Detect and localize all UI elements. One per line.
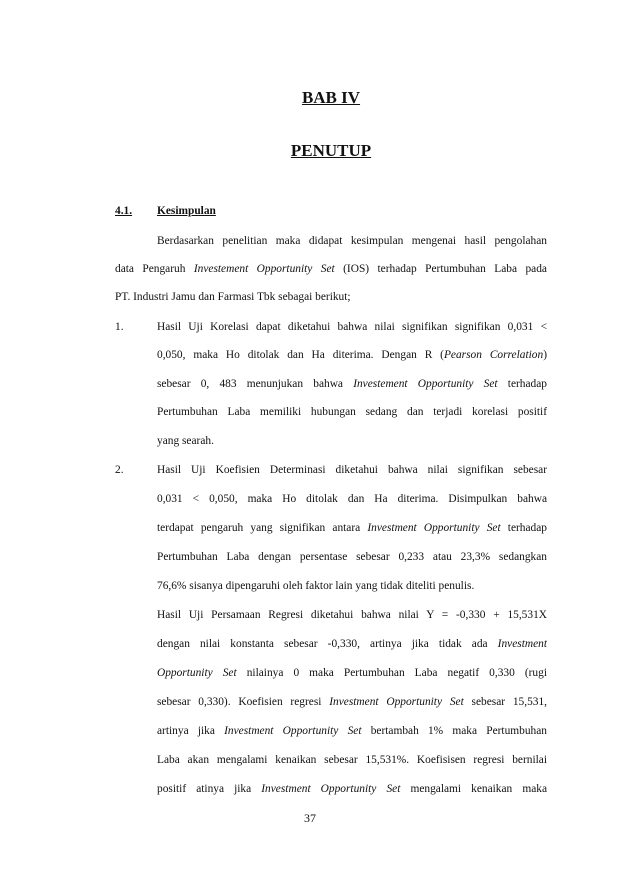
italic-term: Investment Opportunity Set bbox=[367, 522, 501, 534]
text-line bbox=[157, 520, 547, 536]
section-number: 4.1. bbox=[115, 205, 133, 217]
italic-term: Investment Opportunity Set bbox=[261, 783, 401, 795]
italic-term: Investment Opportunity Set bbox=[224, 725, 362, 737]
list-number: 1. bbox=[115, 321, 124, 333]
italic-term: Investement Opportunity Set bbox=[193, 263, 335, 275]
list-number: 2. bbox=[115, 464, 124, 476]
text-line: 0,031 < 0,050, maka Ho ditolak dan Ha diterima. Disimpulkan bahwa bbox=[157, 493, 547, 505]
italic-term: Investment bbox=[497, 638, 547, 650]
italic-term: Investment Opportunity Set bbox=[329, 696, 464, 708]
text-segment: (IOS) terhadap Pertumbuhan Laba pada bbox=[334, 263, 547, 275]
text-segment: 0,050, maka Ho ditolak dan Ha diterima. Dengan R ( bbox=[157, 349, 444, 361]
text-line bbox=[157, 694, 547, 710]
text-line: 76,6% sisanya dipengaruhi oleh faktor lain yang tidak diteliti penulis. bbox=[157, 580, 475, 592]
page-number: 37 bbox=[304, 811, 316, 825]
text-line: PT. Industri Jamu dan Farmasi Tbk sebagai berikut; bbox=[115, 291, 351, 303]
chapter-title: PENUTUP bbox=[290, 141, 372, 160]
text-line bbox=[157, 376, 547, 392]
text-segment: nilainya 0 maka Pertumbuhan Laba negatif 0,330 (rugi bbox=[236, 667, 547, 679]
text-line bbox=[115, 261, 547, 277]
text-segment: sebesar 15,531, bbox=[463, 696, 547, 708]
text-line: yang searah. bbox=[157, 435, 214, 447]
text-line bbox=[157, 781, 547, 797]
text-line bbox=[157, 636, 547, 652]
text-line: Pertumbuhan Laba memiliki hubungan sedang dan terjadi korelasi positif bbox=[157, 406, 547, 418]
text-segment: mengalami kenaikan maka bbox=[400, 783, 547, 795]
text-segment: terdapat pengaruh yang signifikan antara bbox=[157, 522, 368, 534]
text-line: Hasil Uji Koefisien Determinasi diketahui bahwa nilai signifikan sebesar bbox=[157, 464, 547, 476]
italic-term: Investement Opportunity Set bbox=[353, 378, 498, 390]
text-line: Pertumbuhan Laba dengan persentase sebesar 0,233 atau 23,3% sedangkan bbox=[157, 551, 547, 563]
text-segment: terhadap bbox=[497, 378, 547, 390]
text-line bbox=[157, 665, 547, 681]
text-segment: dengan nilai konstanta sebesar -0,330, artinya jika tidak ada bbox=[157, 638, 498, 650]
text-segment: ) bbox=[543, 349, 547, 361]
text-segment: terhadap bbox=[500, 522, 547, 534]
italic-term: Opportunity Set bbox=[157, 667, 237, 679]
text-line: Hasil Uji Persamaan Regresi diketahui bahwa nilai Y = -0,330 + 15,531X bbox=[157, 609, 547, 621]
text-segment: positif atinya jika bbox=[157, 783, 262, 795]
text-segment: data Pengaruh bbox=[115, 263, 194, 275]
text-segment: sebesar 0,330). Koefisien regresi bbox=[157, 696, 330, 708]
text-segment: artinya jika bbox=[157, 725, 225, 737]
text-line: Laba akan mengalami kenaikan sebesar 15,531%. Koefisisen regresi bernilai bbox=[157, 754, 547, 766]
text-line bbox=[157, 347, 547, 363]
italic-term: Pearson Correlation bbox=[443, 349, 544, 361]
chapter-heading: BAB IV bbox=[301, 88, 361, 107]
text-line: Hasil Uji Korelasi dapat diketahui bahwa nilai signifikan signifikan 0,031 < bbox=[157, 321, 547, 333]
section-title: Kesimpulan bbox=[157, 205, 216, 217]
text-line bbox=[157, 723, 547, 739]
text-line: Berdasarkan penelitian maka didapat kesimpulan mengenai hasil pengolahan bbox=[157, 235, 547, 247]
text-segment: sebesar 0, 483 menunjukan bahwa bbox=[157, 378, 354, 390]
text-segment: bertambah 1% maka Pertumbuhan bbox=[361, 725, 547, 737]
